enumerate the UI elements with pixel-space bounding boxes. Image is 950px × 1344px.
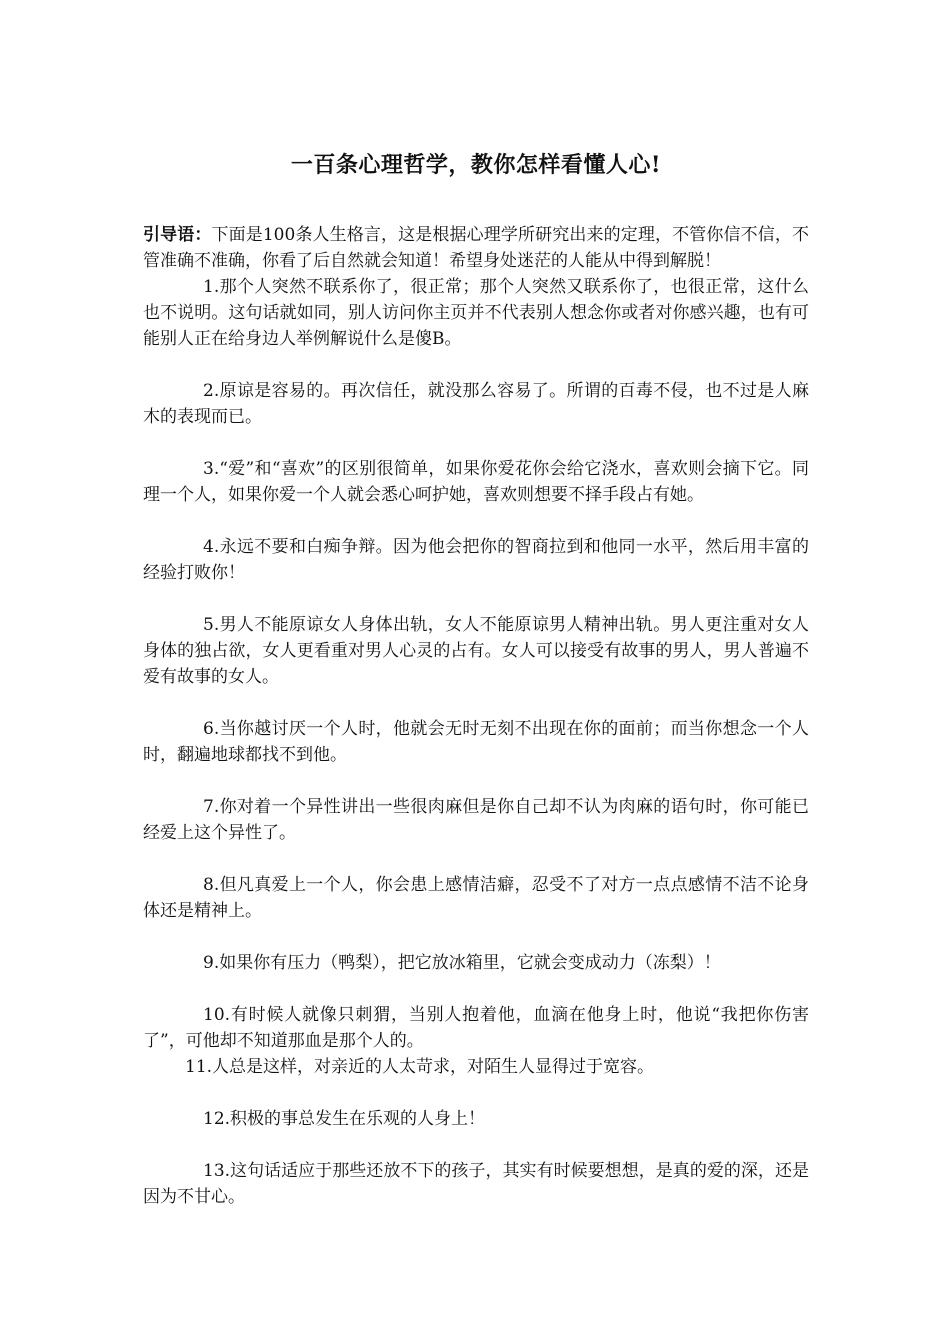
list-item-9: 9.如果你有压力（鸭梨），把它放冰箱里，它就会变成动力（冻梨）！: [203, 953, 721, 973]
list-item-11: 11.人总是这样，对亲近的人太苛求，对陌生人显得过于宽容。: [185, 1057, 655, 1077]
list-item-3: 3.“爱”和“喜欢”的区别很简单，如果你爱花你会给它浇水，喜欢则会摘下它。同理一个人，如果你爱一个人就会悉心呵护她，喜欢则想要不择手段占有她。: [143, 459, 809, 505]
list-item-12: 12.积极的事总发生在乐观的人身上！: [203, 1109, 486, 1129]
list-item-6: 6.当你越讨厌一个人时，他就会无时无刻不出现在你的面前；而当你想念一个人时，翻遍地球都找不到他。: [143, 719, 809, 765]
intro-text: 下面是100条人生格言，这是根据心理学所研究出来的定理，不管你信不信，不管准确不准确，你看了后自然就会知道！希望身处迷茫的人能从中得到解脱！: [143, 225, 810, 271]
list-item-8: 8.但凡真爱上一个人，你会患上感情洁癖，忍受不了对方一点点感情不洁不论身体还是精神上。: [143, 875, 809, 921]
list-item-2: 2.原谅是容易的。再次信任，就没那么容易了。所谓的百毒不侵，也不过是人麻木的表现而已。: [143, 381, 809, 427]
list-item-10: 10.有时候人就像只刺猬，当别人抱着他，血滴在他身上时，他说“我把你伤害了”，可他却不知道那血是那个人的。: [143, 1005, 809, 1051]
document-page: [143, 150, 809, 1210]
list-item-7: 7.你对着一个异性讲出一些很肉麻但是你自己却不认为肉麻的语句时，你可能已经爱上这个异性了。: [143, 797, 809, 843]
document-title: 一百条心理哲学，教你怎样看懂人心!: [290, 152, 662, 178]
list-item-1: 1.那个人突然不联系你了，很正常；那个人突然又联系你了，也很正常，这什么也不说明。这句话就如同，别人访问你主页并不代表别人想念你或者对你感兴趣，也有可能别人正在给身边人举例解说什么是傻B。: [143, 277, 809, 349]
list-item-13: 13.这句话适应于那些还放不下的孩子，其实有时候要想想，是真的爱的深，还是因为不甘心。: [143, 1161, 809, 1207]
list-item-5: 5.男人不能原谅女人身体出轨，女人不能原谅男人精神出轨。男人更注重对女人身体的独占欲，女人更看重对男人心灵的占有。女人可以接受有故事的男人，男人普遍不爱有故事的女人。: [143, 615, 809, 687]
intro-label: 引导语：: [143, 225, 212, 245]
list-item-4: 4.永远不要和白痴争辩。因为他会把你的智商拉到和他同一水平，然后用丰富的经验打败你！: [143, 537, 809, 583]
intro-paragraph: [143, 222, 809, 274]
